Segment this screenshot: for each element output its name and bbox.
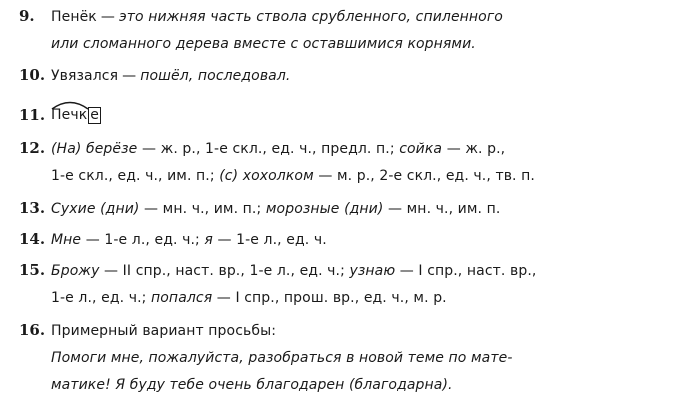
text-line — [51, 9, 503, 25]
word: Мне — [51, 232, 82, 248]
text-line — [51, 141, 505, 157]
grammar-info: — I спр., прош. вр., ед. ч., м. р. — [216, 290, 447, 306]
grammar-info: — II спр., наст. вр., 1-е л., ед. ч.; — [104, 263, 345, 279]
item-number: 10. — [19, 66, 46, 84]
text-line — [51, 168, 535, 184]
definition: это нижняя часть ствола срубленного, спиленного — [118, 9, 503, 25]
word-ending: е — [90, 107, 99, 123]
word: (На) берёзе — [51, 141, 138, 157]
item-number: 12. — [19, 139, 46, 157]
text-line — [51, 263, 536, 279]
term: Пенёк — [51, 9, 97, 25]
word: попался — [151, 290, 213, 306]
text-line — [51, 290, 447, 306]
grammar-info: — мн. ч., им. п. — [388, 201, 501, 217]
item-number: 14. — [19, 230, 46, 248]
text-line: или сломанного дерева вместе с оставшимися корнями. — [51, 36, 476, 52]
word: я — [204, 232, 213, 248]
text-line — [51, 201, 500, 217]
word: Сухие (дни) — [51, 201, 140, 217]
word — [51, 107, 101, 124]
grammar-info: — м. р., 2-е скл., ед. ч., тв. п. — [318, 168, 535, 184]
word: Брожу — [51, 263, 100, 279]
term: Увязался — [51, 68, 119, 84]
item-number: 9. — [19, 7, 35, 25]
word: (с) хохолком — [219, 168, 314, 184]
grammar-info: — ж. р., — [446, 141, 506, 157]
item-number: 11. — [19, 106, 46, 124]
root-arc-icon — [50, 100, 90, 110]
word: узнаю — [349, 263, 396, 279]
grammar-info: — мн. ч., им. п.; — [144, 201, 262, 217]
grammar-info: — I спр., наст. вр., — [399, 263, 537, 279]
grammar-info: — ж. р., 1-е скл., ед. ч., предл. п.; — [141, 141, 395, 157]
dash: — — [100, 9, 115, 25]
word: сойка — [399, 141, 443, 157]
dash: — — [122, 68, 137, 84]
grammar-info: — 1-е л., ед. ч. — [217, 232, 327, 248]
grammar-info: — 1-е л., ед. ч.; — [85, 232, 200, 248]
grammar-info: 1-е скл., ед. ч., им. п.; — [51, 168, 215, 184]
text-line: Примерный вариант просьбы: — [51, 323, 277, 339]
text-line: Помоги мне, пожалуйста, разобраться в новой теме по мате- — [51, 350, 513, 366]
text-line — [51, 68, 290, 84]
item-number: 16. — [19, 321, 46, 339]
definition: пошёл, последовал. — [140, 68, 291, 84]
item-number: 15. — [19, 261, 46, 279]
word: морозные (дни) — [265, 201, 384, 217]
morpheme-analysis — [51, 107, 101, 124]
text-line — [51, 232, 327, 248]
word-root: Печк — [51, 107, 88, 123]
grammar-info: 1-е л., ед. ч.; — [51, 290, 147, 306]
item-number: 13. — [19, 199, 46, 217]
text-line: матике! Я буду тебе очень благодарен (благодарна). — [51, 377, 453, 393]
